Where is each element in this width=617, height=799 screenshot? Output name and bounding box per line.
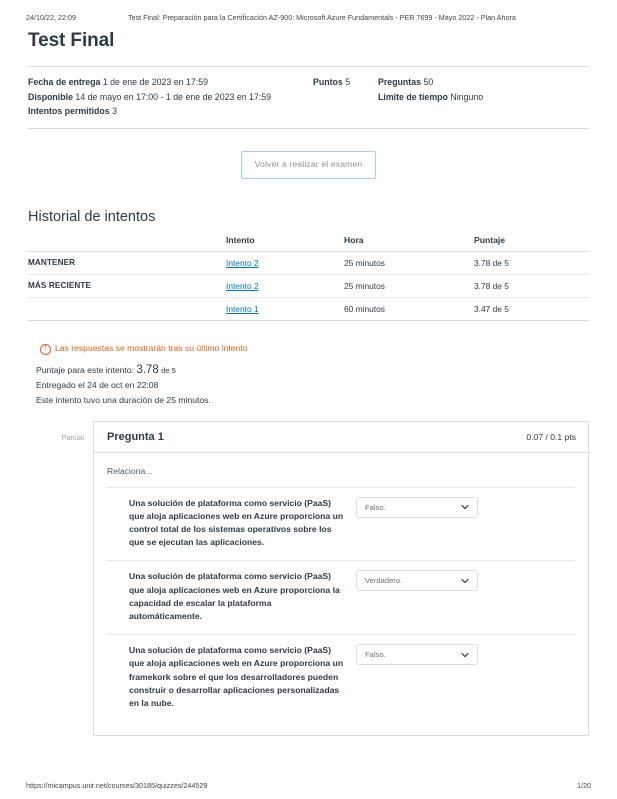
chevron-down-icon: [461, 577, 469, 585]
attempts-value: 3: [112, 106, 117, 116]
match-answer-value: Verdadero.: [365, 576, 403, 586]
quiz-meta-time-limit: [378, 90, 589, 105]
quiz-meta-row-2: [28, 90, 589, 105]
time-limit-label: Limite de tiempo: [378, 91, 448, 102]
col-header-kind: [28, 235, 226, 252]
match-answer-value: Falso.: [365, 502, 386, 512]
answers-notice-text: Las respuestas se mostrarán tras su último intento: [55, 342, 248, 353]
quiz-meta: [28, 66, 589, 129]
quiz-meta-row-1: [28, 75, 589, 90]
print-header-date: 24/10/22, 22:09: [26, 13, 76, 22]
attempt-score: 3.78 de 5: [474, 251, 589, 274]
attempt-kind: [28, 297, 226, 320]
match-answer-wrap: [356, 644, 478, 665]
match-statement: Una solución de plataforma como servicio (PaaS) que aloja aplicaciones web en Azure proporciona un framekork sobre el que los desarrolladores pueden construir o desarrollar aplicaciones personalizadas en la nube.: [129, 645, 344, 708]
match-answer-select[interactable]: [356, 644, 478, 665]
attempt-duration: Este intento tuvo una duración de 25 minutos.: [36, 394, 211, 405]
info-icon: [40, 344, 51, 355]
print-header-title: Test Final: Preparación para la Certificación AZ-900: Microsoft Azure Fundamentals - PER 7699 - Mayo 2022 - Plan Ahora: [128, 13, 516, 22]
print-footer-page: 1/20: [577, 781, 591, 790]
match-answer-select[interactable]: [356, 570, 478, 591]
quiz-meta-questions: [378, 75, 589, 90]
question-header: [94, 422, 588, 453]
retake-quiz-button[interactable]: Volver a realizar el examen: [241, 151, 377, 179]
match-answer-wrap: [356, 497, 478, 518]
attempts-label: Intentos permitidos: [28, 106, 110, 116]
available-label: Disponible: [28, 91, 73, 102]
match-answer-value: Falso.: [365, 650, 386, 660]
attempt-time: 25 minutos: [344, 251, 474, 274]
attempt-history-table: [28, 235, 589, 321]
attempt-score-of: de 5: [161, 365, 176, 375]
col-header-time: Hora: [344, 235, 474, 252]
questions-label: Preguntas: [378, 77, 422, 87]
match-row: [107, 560, 575, 634]
attempt-time: 25 minutos: [344, 274, 474, 297]
answers-notice: [40, 343, 589, 354]
match-answer-select[interactable]: [356, 497, 478, 518]
available-value: 14 de mayo en 17:00 - 1 de ene de 2023 en 17:59: [75, 91, 272, 102]
attempt-score: 3.78 de 5: [474, 274, 589, 297]
table-header-row: [28, 235, 589, 252]
quiz-meta-available: [28, 90, 313, 105]
table-row: [28, 251, 589, 274]
attempt-link-cell: [226, 251, 344, 274]
print-footer-url: https://micampus.unir.net/courses/30185/quizzes/244529: [26, 781, 208, 790]
attempt-score-line: [36, 363, 589, 378]
questions-value: 50: [423, 77, 434, 87]
question-area: [36, 421, 589, 737]
attempt-link[interactable]: Intento 2: [226, 257, 259, 268]
match-statement: Una solución de plataforma como servicio (PaaS) que aloja aplicaciones web en Azure proporciona un control total de los sistemas operativos sobre los que se ejecutan las aplicaciones.: [129, 497, 344, 548]
question-prompt: Relaciona...: [107, 465, 153, 476]
question-body: [94, 453, 588, 736]
table-row: [28, 297, 589, 320]
question-points: 0.07 / 0.1 pts: [526, 431, 576, 442]
quiz-meta-due: [28, 75, 313, 90]
chevron-down-icon: [461, 503, 469, 511]
attempt-kind: MANTENER: [28, 251, 226, 274]
attempt-score: 3.47 de 5: [474, 297, 589, 320]
content-column: [28, 30, 589, 736]
due-label: Fecha de entrega: [28, 77, 101, 87]
attempt-link-cell: [226, 297, 344, 320]
match-answer-wrap: [356, 570, 478, 591]
attempt-history-body: [28, 251, 589, 320]
attempt-submitted: Entregado el 24 de oct en 22:08: [36, 379, 159, 390]
quiz-meta-attempts: [28, 104, 313, 119]
points-label: Puntos: [313, 77, 343, 87]
attempt-score-value: 3.78: [136, 363, 159, 376]
attempt-history-title: Historial de intentos: [28, 208, 156, 225]
page-title: Test Final: [28, 30, 115, 51]
due-value: 1 de ene de 2023 en 17:59: [102, 77, 208, 87]
points-value: 5: [345, 77, 351, 87]
col-header-score: Puntaje: [474, 235, 589, 252]
attempt-history-head: [28, 235, 589, 252]
match-statement: Una solución de plataforma como servicio (PaaS) que aloja aplicaciones web en Azure proporciona la capacidad de escalar la plataforma automáticamente.: [129, 571, 340, 621]
question-status-badge: Parcial: [61, 432, 84, 442]
time-limit-value: Ninguno: [450, 91, 484, 102]
chevron-down-icon: [461, 651, 469, 659]
quiz-meta-points: [313, 75, 378, 90]
retake-button-row: [28, 151, 589, 179]
attempt-score-label: Puntaje para este intento:: [36, 364, 134, 375]
attempt-link-cell: [226, 274, 344, 297]
print-header: [0, 12, 617, 24]
attempt-time: 60 minutos: [344, 297, 474, 320]
attempt-kind: MÁS RECIENTE: [28, 274, 226, 297]
match-row: [107, 487, 575, 561]
match-row: [107, 634, 575, 721]
attempt-link[interactable]: Intento 2: [226, 280, 259, 291]
question-card: [93, 421, 589, 737]
attempt-summary: [36, 363, 589, 408]
attempt-link[interactable]: Intento 1: [226, 303, 259, 314]
col-header-attempt: Intento: [226, 235, 344, 252]
quiz-meta-spacer: [313, 90, 378, 105]
table-row: [28, 274, 589, 297]
question-name: Pregunta 1: [107, 430, 164, 443]
quiz-meta-row-3: [28, 104, 589, 119]
